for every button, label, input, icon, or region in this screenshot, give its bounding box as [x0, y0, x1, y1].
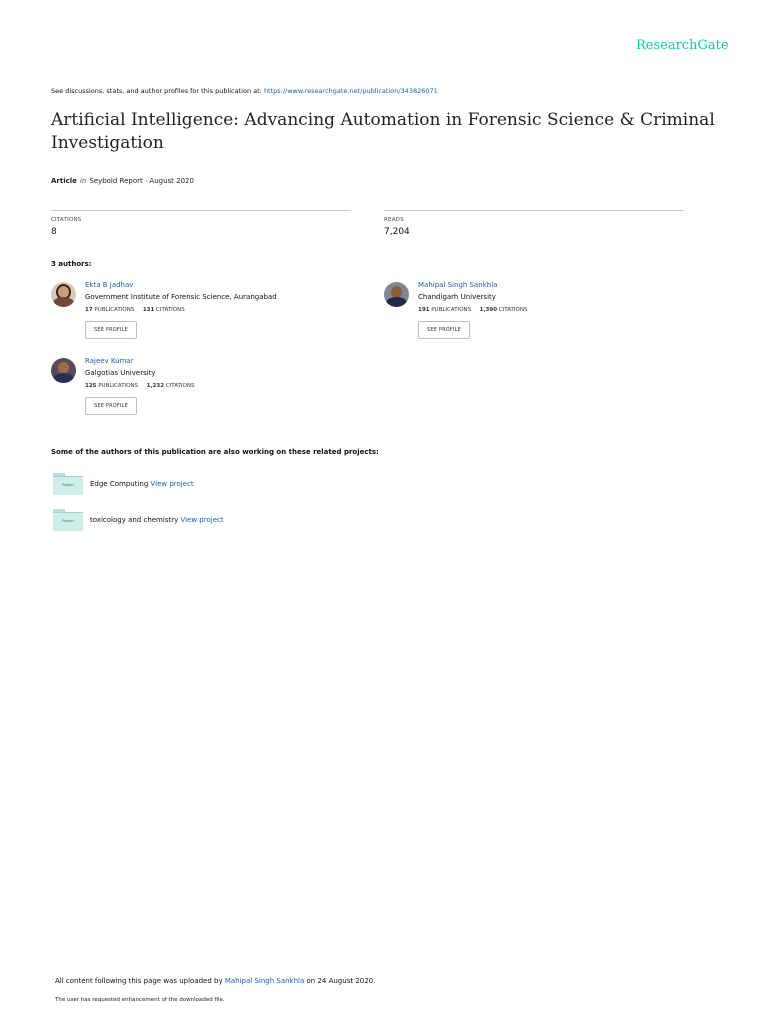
discussion-line — [51, 87, 438, 95]
publications-label: PUBLICATIONS — [94, 307, 135, 313]
publications-label: PUBLICATIONS — [98, 383, 139, 389]
citations-stat — [51, 210, 351, 237]
enhancement-note: The user has requested enhancement of the downloaded file. — [55, 997, 225, 1003]
author-name-link[interactable]: Rajeev Kumar — [85, 357, 134, 365]
author-info — [85, 358, 365, 415]
author-card — [51, 282, 361, 352]
see-profile-button[interactable]: SEE PROFILE — [418, 321, 470, 339]
view-project-link[interactable]: View project — [180, 516, 224, 524]
project-text — [90, 480, 194, 488]
author-avatar[interactable] — [51, 358, 76, 383]
author-institution: Chandigarh University — [418, 293, 496, 301]
author-stats — [85, 307, 365, 313]
author-card — [384, 282, 694, 352]
publication-title: Artificial Intelligence: Advancing Automation in Forensic Science & Criminal Investigation — [51, 110, 715, 153]
author-card — [51, 358, 361, 428]
publications-count: 17 — [85, 307, 93, 313]
view-project-link[interactable]: View project — [150, 480, 194, 488]
author-name-link[interactable]: Mahipal Singh Sankhla — [418, 281, 498, 289]
related-projects-heading: Some of the authors of this publication are also working on these related projects: — [51, 448, 379, 456]
author-stats — [418, 307, 698, 313]
author-institution: Galgotias University — [85, 369, 156, 377]
reads-value: 7,204 — [384, 227, 410, 237]
author-avatar[interactable] — [384, 282, 409, 307]
project-name: Edge Computing — [90, 480, 149, 488]
project-text — [90, 516, 224, 524]
author-name-link[interactable]: Ekta B Jadhav — [85, 281, 134, 289]
citations-label: CITATIONS — [165, 383, 195, 389]
project-icon-label: Project — [62, 519, 74, 523]
upload-suffix: on 24 August 2020. — [304, 977, 376, 985]
citations-count: 131 — [142, 307, 155, 313]
citations-label: CITATIONS — [498, 307, 528, 313]
in-word: in — [79, 177, 87, 185]
reads-stat — [384, 210, 684, 237]
project-name: toxicology and chemistry — [90, 516, 179, 524]
discussion-text: See discussions, stats, and author profiles for this publication at: — [51, 87, 264, 95]
upload-notice — [55, 977, 375, 985]
author-info — [85, 282, 365, 339]
publications-count: 191 — [418, 307, 430, 313]
see-profile-button[interactable]: SEE PROFILE — [85, 321, 137, 339]
project-icon-label: Project — [62, 483, 74, 487]
author-info — [418, 282, 698, 339]
researchgate-logo[interactable]: ResearchGate — [636, 38, 729, 53]
citations-label: CITATIONS — [51, 217, 82, 223]
upload-prefix: All content following this page was uploaded by — [55, 977, 225, 985]
author-avatar[interactable] — [51, 282, 76, 307]
author-stats — [85, 383, 365, 389]
project-folder-icon[interactable] — [53, 473, 83, 495]
citations-label: CITATIONS — [156, 307, 185, 313]
publications-label: PUBLICATIONS — [431, 307, 472, 313]
article-meta — [51, 177, 194, 185]
author-institution: Government Institute of Forensic Science, Aurangabad — [85, 293, 277, 301]
article-type: Article — [51, 177, 77, 185]
citations-count: 1,390 — [479, 307, 498, 313]
authors-heading: 3 authors: — [51, 260, 92, 268]
reads-label: READS — [384, 217, 404, 223]
citations-value: 8 — [51, 227, 57, 237]
publication-url-link[interactable]: https://www.researchgate.net/publication/343826071 — [263, 87, 438, 95]
publications-count: 125 — [85, 383, 97, 389]
project-folder-icon[interactable] — [53, 509, 83, 531]
citations-count: 1,232 — [146, 383, 165, 389]
venue-date: Seybold Report · August 2020 — [89, 177, 194, 185]
see-profile-button[interactable]: SEE PROFILE — [85, 397, 137, 415]
uploader-link[interactable]: Mahipal Singh Sankhla — [224, 977, 305, 985]
